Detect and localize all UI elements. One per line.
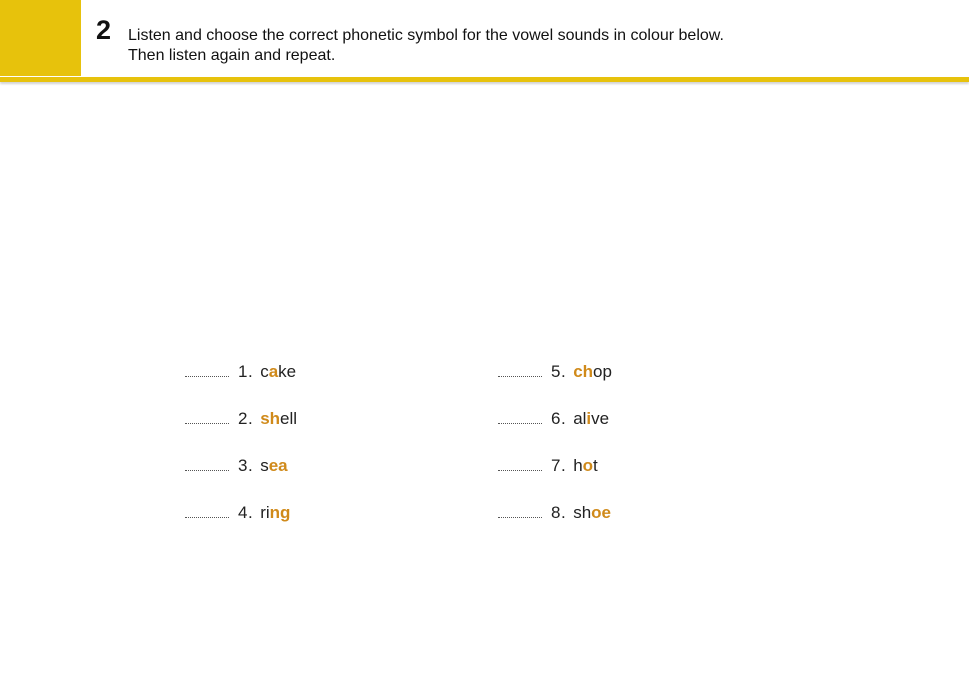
answer-blank-5[interactable]	[498, 362, 542, 377]
list-item-1	[185, 360, 296, 384]
answer-blank-3[interactable]	[185, 456, 229, 471]
list-item-6	[498, 407, 609, 431]
answer-blank-4[interactable]	[185, 503, 229, 518]
item-number: 6.	[551, 409, 567, 428]
item-number: 1.	[238, 362, 254, 381]
word-part: ke	[278, 362, 297, 381]
item-number: 7.	[551, 456, 567, 475]
word-highlight: o	[582, 456, 594, 475]
item-number: 8.	[551, 503, 567, 522]
header-yellow-block	[0, 0, 81, 76]
word-highlight: ng	[269, 503, 291, 522]
header-divider	[0, 77, 969, 82]
word-part: ri	[260, 503, 270, 522]
list-item-7	[498, 454, 598, 478]
word-highlight: ch	[573, 362, 594, 381]
list-item-3	[185, 454, 288, 478]
answer-blank-8[interactable]	[498, 503, 542, 518]
exercise-number: 2	[96, 15, 112, 45]
word-part: ell	[280, 409, 298, 428]
item-number: 4.	[238, 503, 254, 522]
word-highlight: sh	[260, 409, 281, 428]
word-part: t	[593, 456, 598, 475]
item-number: 3.	[238, 456, 254, 475]
word-part: h	[573, 456, 583, 475]
word-highlight: i	[586, 409, 592, 428]
word-part: ve	[591, 409, 610, 428]
list-item-2	[185, 407, 297, 431]
word-highlight: ea	[268, 456, 288, 475]
item-number: 2.	[238, 409, 254, 428]
list-item-8	[498, 501, 611, 525]
item-number: 5.	[551, 362, 567, 381]
instruction-line-1: Listen and choose the correct phonetic symbol for the vowel sounds in colour below.	[128, 27, 724, 44]
answer-blank-1[interactable]	[185, 362, 229, 377]
list-item-4	[185, 501, 290, 525]
word-highlight: a	[268, 362, 279, 381]
word-part: s	[260, 456, 269, 475]
answer-blank-7[interactable]	[498, 456, 542, 471]
word-part: c	[260, 362, 269, 381]
answer-blank-2[interactable]	[185, 409, 229, 424]
instruction-line-2: Then listen again and repeat.	[128, 47, 336, 64]
list-item-5	[498, 360, 612, 384]
exercise-instructions	[128, 26, 724, 66]
word-part: sh	[573, 503, 592, 522]
word-highlight: oe	[591, 503, 611, 522]
word-part: al	[573, 409, 587, 428]
word-part: op	[593, 362, 612, 381]
answer-blank-6[interactable]	[498, 409, 542, 424]
